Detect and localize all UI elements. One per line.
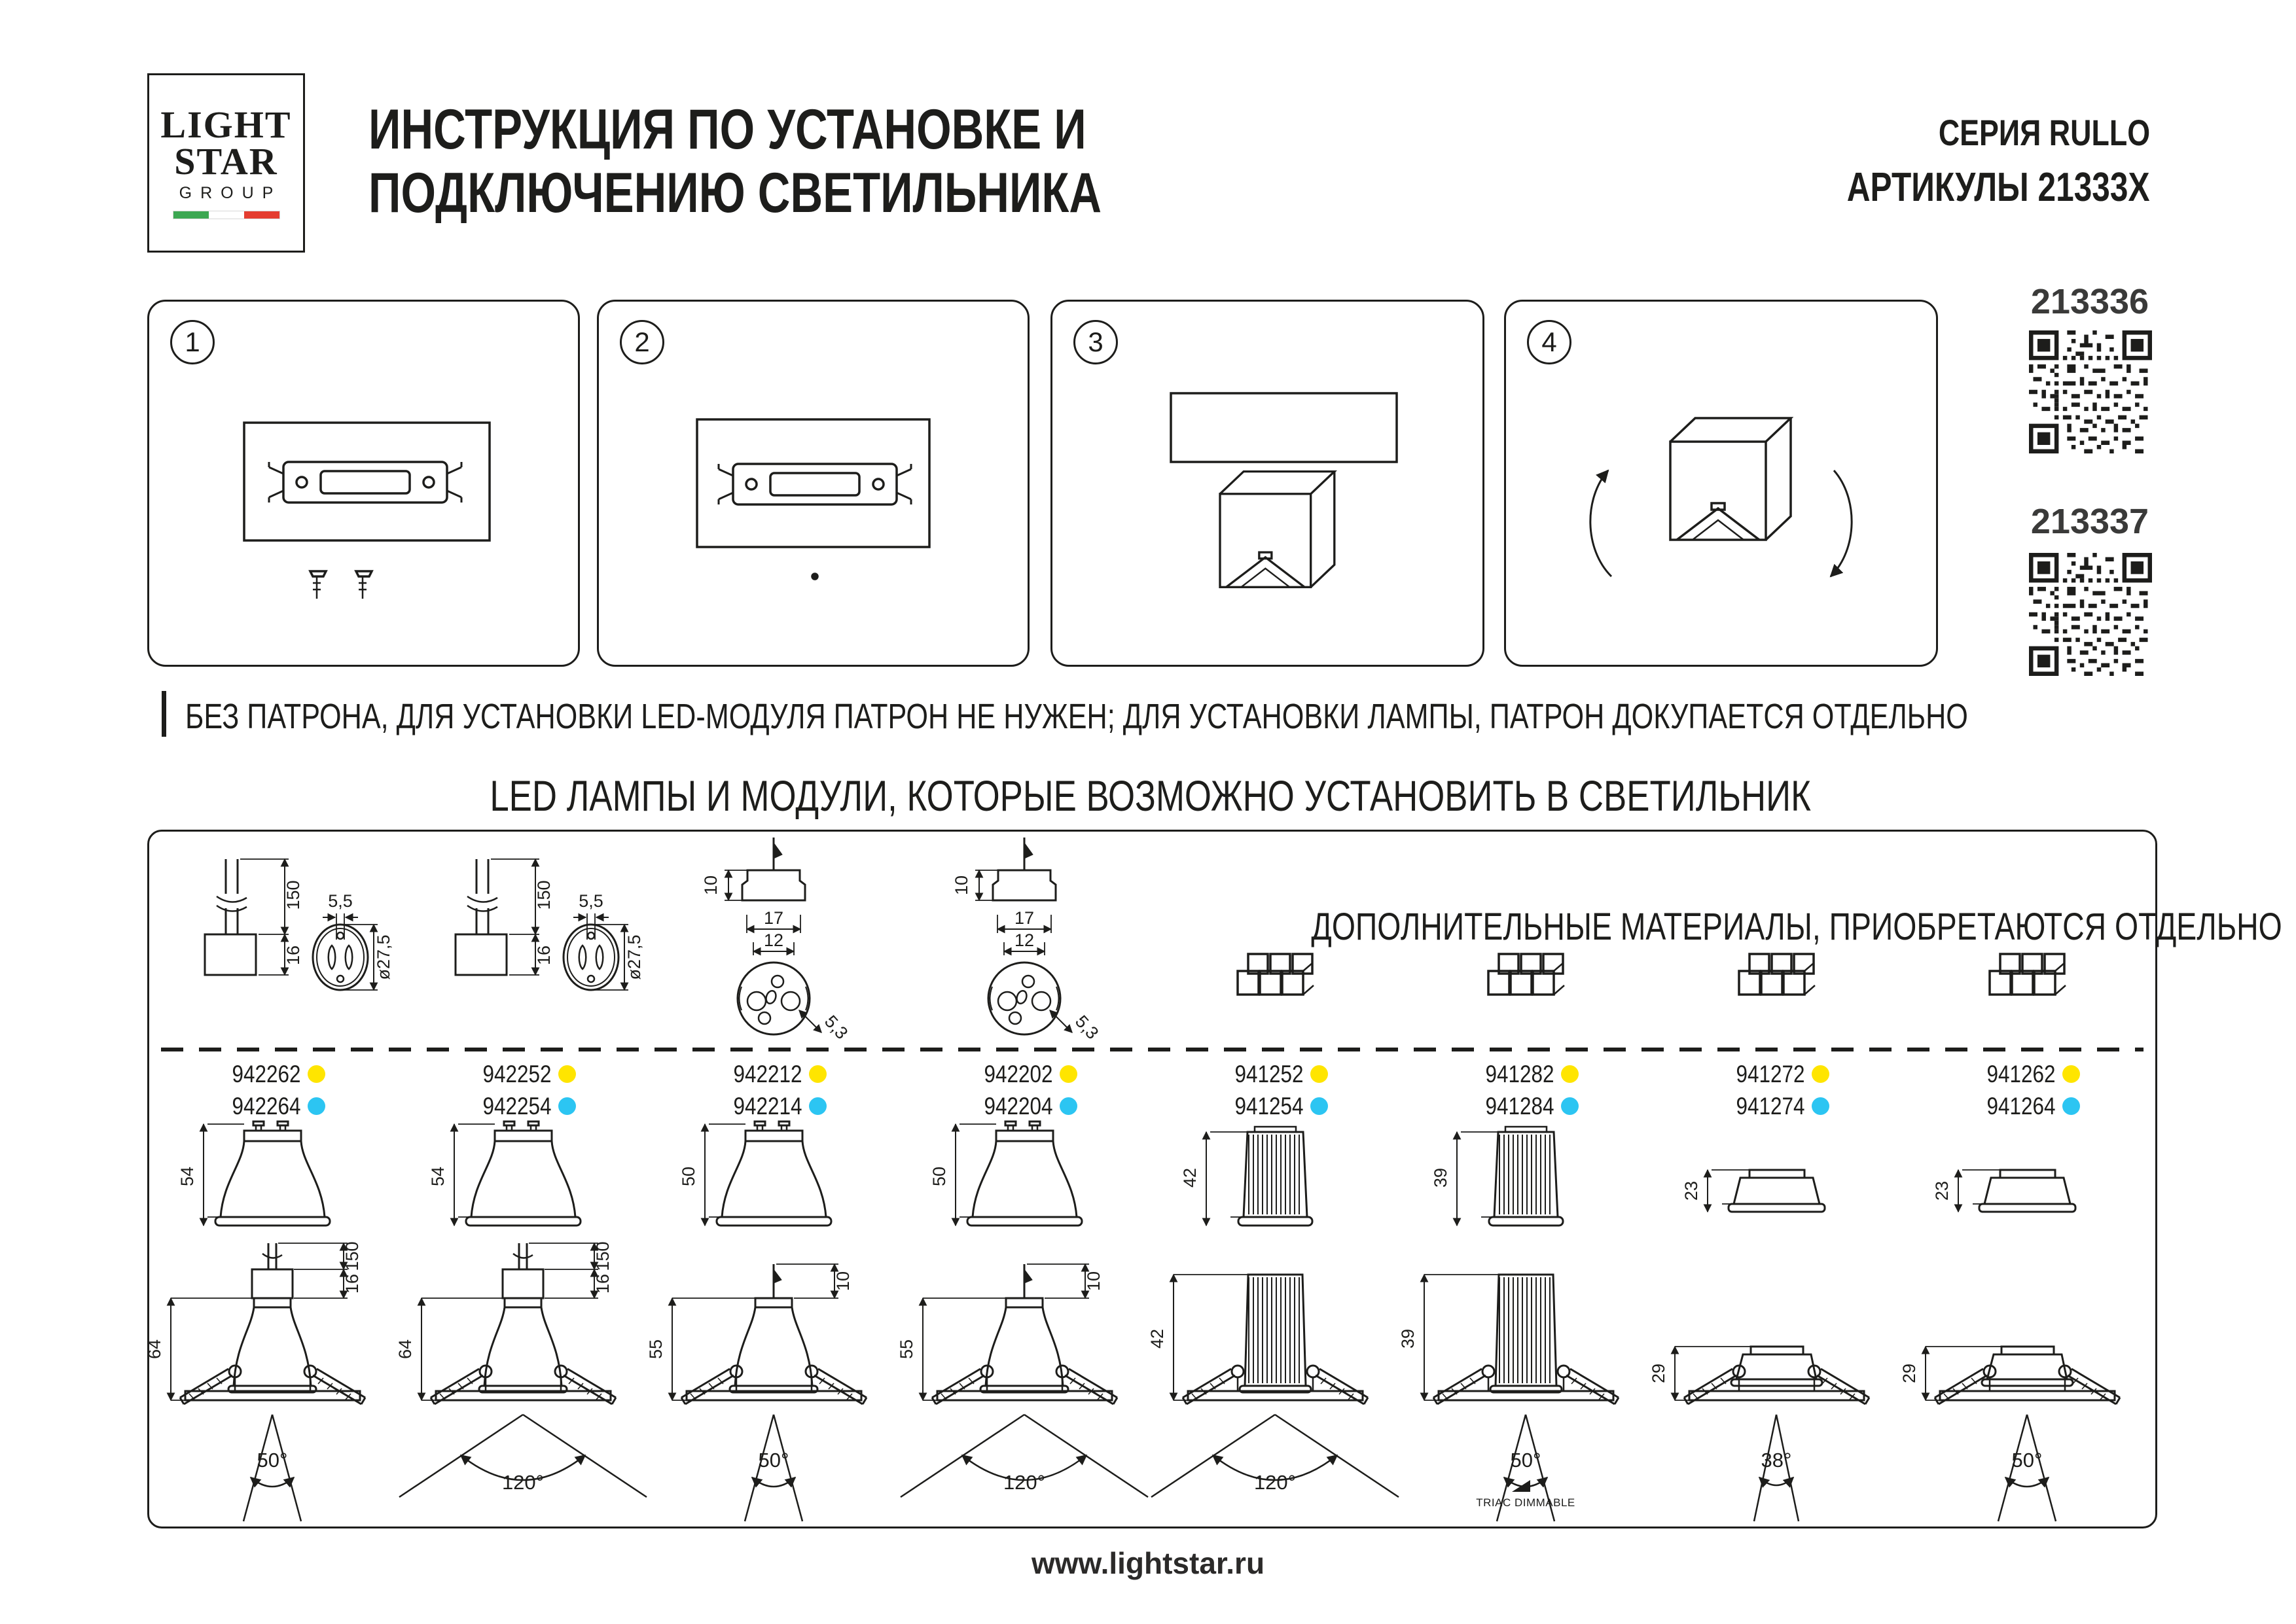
lamp-slim-icon: [1651, 1121, 1902, 1239]
lamp-column-942202: [899, 830, 1150, 1525]
dim-label: 16: [534, 945, 554, 966]
series-block: [1771, 111, 2150, 211]
article-labels: [147, 1060, 398, 1120]
dim-label: 16: [283, 945, 303, 966]
ceiling-mount-icon: [1052, 302, 1482, 665]
lamp-column-942262: [147, 830, 398, 1525]
lamp-slim-icon: [1902, 1121, 2153, 1239]
dim-label: 150: [534, 880, 554, 910]
article-code: 942262: [232, 1060, 301, 1087]
install-slim-icon: [1899, 1241, 2153, 1412]
step-number: 3: [1073, 320, 1118, 364]
angle-label: 120°: [501, 1471, 545, 1494]
beam-angle-icon: [1150, 1413, 1401, 1521]
website-url: www.lightstar.ru: [1031, 1546, 1265, 1580]
lamp-module-icon: [1401, 1121, 1651, 1239]
title-line-2: ПОДКЛЮЧЕНИЮ СВЕТИЛЬНИКА: [368, 162, 1102, 224]
lamp-module-icon: [1150, 1121, 1401, 1239]
warm-color-dot-icon: [1060, 1065, 1077, 1083]
dim-label: 50: [929, 1166, 949, 1187]
dim-label: 64: [395, 1339, 415, 1360]
cool-color-dot-icon: [809, 1097, 827, 1115]
patron-note: БЕЗ ПАТРОНА, ДЛЯ УСТАНОВКИ LED-МОДУЛЯ ПАТРОН НЕ НУЖЕН; ДЛЯ УСТАНОВКИ ЛАМПЫ, ПАТРОН ДОКУПАЕТСЯ ОТДЕЛЬНО: [185, 697, 1968, 736]
article-labels: [899, 1060, 1150, 1120]
angle-label: 50°: [257, 1449, 288, 1472]
article-code: 942204: [984, 1092, 1053, 1120]
page-title: [368, 98, 1285, 225]
lamp-column-942212: [646, 830, 899, 1525]
dim-label: 150: [342, 1241, 362, 1271]
terminal-block-icon: [1902, 830, 2153, 1055]
dim-label: 10: [1084, 1271, 1103, 1292]
article-code: 942264: [232, 1092, 301, 1120]
install-mr16-icon: [899, 1241, 1150, 1412]
series-label: СЕРИЯ RULLO: [1938, 112, 2150, 153]
qr-code-213337: [2029, 553, 2152, 676]
article-labels: [649, 1060, 899, 1120]
dim-label: 17: [1014, 908, 1035, 928]
dim-label: ø27,5: [624, 934, 644, 980]
step-box-3: [1050, 300, 1484, 667]
section-title: LED ЛАМПЫ И МОДУЛИ, КОТОРЫЕ ВОЗМОЖНО УСТАНОВИТЬ В СВЕТИЛЬНИК: [490, 771, 1811, 820]
dim-label: 16: [342, 1273, 362, 1294]
article-code: 941262: [1986, 1060, 2056, 1087]
warm-color-dot-icon: [558, 1065, 576, 1083]
article-labels: [1902, 1060, 2153, 1120]
italian-flag-icon: [173, 211, 280, 219]
step-number: 4: [1527, 320, 1571, 364]
article-code: 942202: [984, 1060, 1053, 1087]
dim-label: 39: [1398, 1328, 1418, 1349]
sku-code-1: 213336: [2030, 282, 2149, 321]
beam-angle-icon: [398, 1413, 649, 1521]
angle-label: 50°: [1510, 1449, 1541, 1472]
install-module-icon: [1398, 1241, 1651, 1412]
article-code: 942254: [482, 1092, 552, 1120]
socket-mr16-icon: [899, 830, 1150, 1055]
article-code: 941284: [1485, 1092, 1554, 1120]
cool-color-dot-icon: [2062, 1097, 2080, 1115]
terminal-block-icon: [1401, 830, 1651, 1055]
step-box-1: [147, 300, 580, 667]
warm-color-dot-icon: [308, 1065, 325, 1083]
lamp-column-941282: [1398, 830, 1651, 1525]
logo-star: STAR: [174, 140, 278, 183]
step-number: 2: [620, 320, 664, 364]
angle-label: 50°: [758, 1449, 789, 1472]
socket-gu10-icon: [398, 830, 649, 1055]
beam-angle-icon: [1401, 1413, 1651, 1521]
dim-label: 10: [952, 875, 971, 896]
dim-label: 29: [1899, 1363, 1919, 1384]
lamp-bell-icon: [398, 1121, 649, 1239]
dim-label: 42: [1147, 1328, 1167, 1349]
lamp-column-941272: [1651, 830, 1902, 1525]
beam-angle-icon: [1902, 1413, 2153, 1521]
articles-label: АРТИКУЛЫ 21333X: [1847, 165, 2150, 210]
terminal-block-icon: [1150, 830, 1401, 1055]
socket-gu10-icon: [147, 830, 398, 1055]
beam-angle-icon: [899, 1413, 1150, 1521]
terminal-block-icon: [1651, 830, 1902, 1055]
rotation-arrows-icon: [1506, 302, 1936, 665]
article-code: 942252: [482, 1060, 552, 1087]
article-labels: [1651, 1060, 1902, 1120]
logo-group: GROUP: [179, 184, 282, 202]
bracket-in-plate-icon: [599, 302, 1028, 665]
dim-label: 150: [283, 880, 303, 910]
warm-color-dot-icon: [1310, 1065, 1328, 1083]
article-code: 941254: [1234, 1092, 1304, 1120]
angle-label: 120°: [1003, 1471, 1046, 1494]
qr-code-213336: [2029, 330, 2152, 453]
dim-label: 10: [701, 875, 721, 896]
dim-label: 12: [1014, 930, 1035, 950]
step-box-4: [1504, 300, 1938, 667]
article-code: 942214: [733, 1092, 802, 1120]
cool-color-dot-icon: [308, 1097, 325, 1115]
beam-angle-icon: [649, 1413, 899, 1521]
dim-label: 12: [763, 930, 784, 950]
lamp-column-941252: [1147, 830, 1401, 1525]
warm-color-dot-icon: [1812, 1065, 1829, 1083]
cool-color-dot-icon: [1812, 1097, 1829, 1115]
install-mr16-icon: [646, 1241, 899, 1412]
dim-label: 17: [763, 908, 784, 928]
dim-label: 29: [1649, 1363, 1668, 1384]
install-module-icon: [1147, 1241, 1401, 1412]
install-slim-icon: [1651, 1241, 1902, 1412]
dim-label: 39: [1431, 1167, 1450, 1188]
dim-label: 5,3: [820, 1011, 852, 1043]
article-code: 941282: [1485, 1060, 1554, 1087]
dim-label: 50: [679, 1166, 698, 1187]
angle-label: 50°: [2011, 1449, 2043, 1472]
dim-label: ø27,5: [374, 934, 393, 980]
angle-label: 120°: [1253, 1471, 1297, 1494]
lamp-column-942252: [395, 830, 649, 1525]
dim-label: 150: [593, 1241, 613, 1271]
triac-label: TRIAC DIMMABLE: [1476, 1496, 1575, 1509]
extras-note: ДОПОЛНИТЕЛЬНЫЕ МАТЕРИАЛЫ, ПРИОБРЕТАЮТСЯ ОТДЕЛЬНО: [1311, 906, 2282, 948]
warm-color-dot-icon: [2062, 1065, 2080, 1083]
note-divider: [162, 691, 166, 737]
dim-label: 54: [177, 1166, 197, 1187]
sku-code-2: 213337: [2030, 502, 2149, 541]
dim-label: 16: [593, 1273, 613, 1294]
logo-light: LIGHT: [160, 103, 292, 146]
dim-label: 42: [1180, 1167, 1200, 1188]
beam-angle-icon: [1651, 1413, 1902, 1521]
lamp-column-941262: [1899, 830, 2153, 1525]
step-number: 1: [170, 320, 215, 364]
dim-label: 55: [646, 1339, 666, 1360]
article-code: 941274: [1736, 1092, 1805, 1120]
warm-color-dot-icon: [1561, 1065, 1579, 1083]
lightstar-logo: [147, 73, 305, 253]
dim-label: 10: [833, 1271, 853, 1292]
article-code: 941272: [1736, 1060, 1805, 1087]
lamp-bell-icon: [147, 1121, 398, 1239]
cool-color-dot-icon: [558, 1097, 576, 1115]
dim-label: 5,5: [328, 891, 353, 911]
dim-label: 23: [1681, 1180, 1701, 1201]
mounting-plate-icon: [149, 302, 578, 665]
dim-label: 64: [145, 1339, 164, 1360]
dim-label: 5,3: [1071, 1011, 1103, 1043]
dim-label: 55: [897, 1339, 916, 1360]
step-box-2: [597, 300, 1030, 667]
article-code: 941264: [1986, 1092, 2056, 1120]
article-code: 942212: [733, 1060, 802, 1087]
article-code: 941252: [1234, 1060, 1304, 1087]
socket-mr16-icon: [649, 830, 899, 1055]
lamp-bell-icon: [649, 1121, 899, 1239]
angle-label: 38°: [1761, 1449, 1792, 1472]
article-labels: [1150, 1060, 1401, 1120]
article-labels: [398, 1060, 649, 1120]
article-labels: [1401, 1060, 1651, 1120]
warm-color-dot-icon: [809, 1065, 827, 1083]
dimmer-triangle-icon: [1512, 1480, 1530, 1492]
dim-label: 5,5: [579, 891, 603, 911]
dim-label: 54: [428, 1166, 448, 1187]
lamp-bell-icon: [899, 1121, 1150, 1239]
cool-color-dot-icon: [1310, 1097, 1328, 1115]
cool-color-dot-icon: [1060, 1097, 1077, 1115]
title-line-1: ИНСТРУКЦИЯ ПО УСТАНОВКЕ И: [368, 98, 1086, 161]
dim-label: 23: [1932, 1180, 1952, 1201]
beam-angle-icon: [147, 1413, 398, 1521]
install-gu10-icon: [147, 1241, 398, 1412]
install-gu10-icon: [395, 1241, 649, 1412]
cool-color-dot-icon: [1561, 1097, 1579, 1115]
